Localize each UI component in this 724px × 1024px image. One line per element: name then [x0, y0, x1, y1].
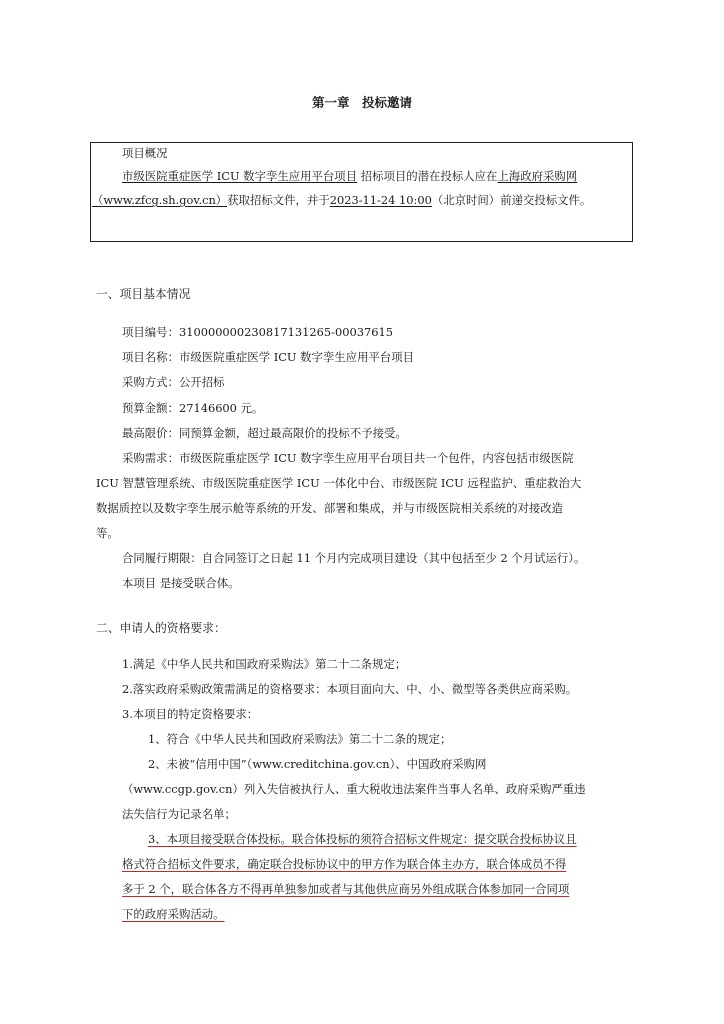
demand-line-3: 数据质控以及数字孪生展示舱等系统的开发、部署和集成，并与市级医院相关系统的对接改造: [96, 501, 564, 515]
specific-req-2-line-3: 法失信行为记录名单；: [122, 807, 236, 821]
demand-line-4: 等。: [96, 526, 119, 540]
specific-req-3-line-1: [148, 831, 577, 847]
overview-deadline: 2023-11-24 10:00: [329, 193, 432, 207]
requirement-3: 3.本项目的特定资格要求：: [122, 707, 259, 721]
overview-line-1: [122, 168, 577, 184]
specific-req-3-text-2: 格式符合招标文件要求，确定联合投标协议中的甲方作为联合体主办方，联合体成员不得: [122, 857, 567, 871]
max-price: 最高限价：同预算金额，超过最高限价的投标不予接受。: [122, 426, 407, 440]
specific-req-3-text-4: 下的政府采购活动。: [122, 907, 225, 921]
overview-text: 招标项目的潜在投标人应在: [357, 169, 498, 183]
requirement-1: 1.满足《中华人民共和国政府采购法》第二十二条规定；: [122, 657, 407, 671]
overview-project-name: 市级医院重症医学 ICU 数字孪生应用平台项目: [122, 169, 358, 183]
procurement-method: 采购方式：公开招标: [122, 375, 225, 389]
section2-heading: 二、申请人的资格要求：: [96, 621, 226, 635]
overview-text-3: （北京时间）前递交投标文件。: [431, 193, 592, 207]
overview-heading: 项目概况: [122, 146, 168, 160]
overview-line-2: [92, 192, 591, 208]
specific-req-2-line-2: （www.ccgp.gov.cn）列入失信被执行人、重大税收违法案件当事人名单、政府采购严重违: [122, 782, 586, 796]
chapter-title: 第一章 投标邀请: [311, 95, 412, 110]
specific-req-3-text-3: 多于 2 个，联合体各方不得再单独参加或者与其他供应商另外组成联合体参加同一合同项: [122, 882, 570, 896]
project-name: 项目名称：市级医院重症医学 ICU 数字孪生应用平台项目: [122, 350, 415, 364]
overview-text-2: 获取招标文件，并于: [227, 193, 330, 207]
demand-line-1: 采购需求：市级医院重症医学 ICU 数字孪生应用平台项目共一个包件，内容包括市级医院: [122, 451, 574, 465]
demand-line-2: ICU 智慧管理系统、市级医院重症医学 ICU 一体化中台、市级医院 ICU 远程监护、重症救治大: [96, 476, 582, 490]
project-number: 项目编号：310000000230817131265-00037615: [122, 325, 393, 339]
overview-site-link[interactable]: 上海政府采购网: [497, 169, 578, 183]
section1-heading: 一、项目基本情况: [96, 287, 191, 301]
specific-req-3-line-2: [122, 856, 566, 872]
specific-req-1: 1、符合《中华人民共和国政府采购法》第二十二条的规定；: [148, 732, 452, 746]
specific-req-2-line-1: 2、未被“信用中国”（www.creditchina.gov.cn）、中国政府采购网: [148, 757, 487, 771]
contract-period: 合同履行期限：自合同签订之日起 11 个月内完成项目建设（其中包括至少 2 个月试运行）。: [122, 551, 586, 565]
budget-amount: 预算金额：27146600 元。: [122, 401, 264, 415]
consortium-note: 本项目 是接受联合体。: [122, 576, 240, 590]
overview-url-link[interactable]: （www.zfcg.sh.gov.cn）: [92, 193, 228, 207]
requirement-2: 2.落实政府采购政策需满足的资格要求：本项目面向大、中、小、微型等各类供应商采购。: [122, 682, 578, 696]
specific-req-3-line-3: [122, 881, 569, 897]
specific-req-3-text-1: 3、本项目接受联合体投标。联合体投标的须符合招标文件规定：提交联合投标协议且: [148, 832, 577, 846]
specific-req-3-line-4: [122, 906, 225, 922]
